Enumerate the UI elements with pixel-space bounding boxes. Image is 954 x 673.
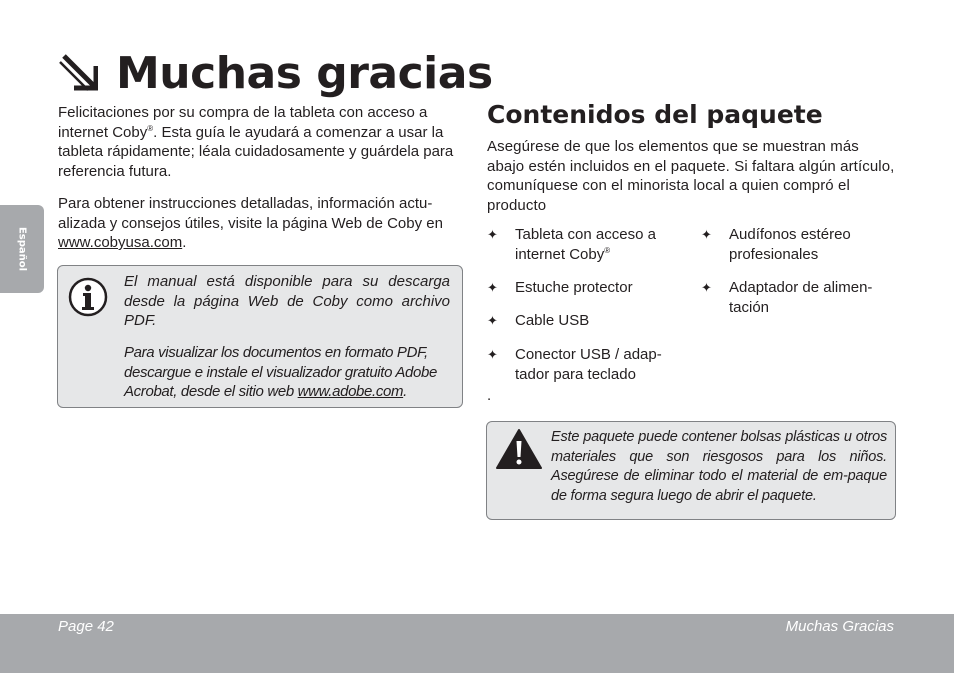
adobe-website-link[interactable]: www.adobe.com — [297, 383, 404, 400]
trailing-dot: . — [487, 387, 492, 404]
bullet-icon: ✦ — [487, 313, 498, 328]
info-note-box — [57, 265, 463, 408]
bullet-icon: ✦ — [487, 280, 498, 295]
list-item-text: Audífonos estéreo profesionales — [729, 226, 851, 263]
footer-section-title: Muchas Gracias — [785, 618, 894, 635]
warning-note-text: Este paquete puede contener bolsas plásticas u otros materiales que son riesgosos para los niños. Asegúrese de eliminar todo el material de em-paque de forma segura luego de abrir el paquete. — [551, 429, 887, 504]
bullet-icon: ✦ — [487, 347, 498, 362]
package-intro-paragraph: Asegúrese de que los elementos que se muestran más abajo estén incluidos en el paquete. Si faltara algún artículo, comuníquese con el minorista local a quien compró el producto — [487, 138, 895, 214]
language-side-tab — [0, 205, 44, 293]
list-item-text: Cable USB — [515, 312, 590, 329]
info-note-text-1: El manual está disponible para su descarga desde la página Web de Coby como archivo PDF. — [124, 273, 450, 329]
intro-text-a: Felicitaciones por su compra de la tableta con acceso a internet Coby — [58, 104, 428, 141]
side-tab-label: Español — [16, 226, 28, 272]
bullet-icon: ✦ — [487, 227, 498, 242]
instructions-end: . — [182, 234, 187, 251]
info-icon — [68, 277, 108, 317]
intro-text-b: . Esta guía le ayudará a comenzar a usar la tableta rápidamente; léala cuidadosamente y guárdela para referencia futura. — [58, 123, 454, 180]
list-item-text: Adaptador de alimen- tación — [729, 279, 873, 316]
instructions-paragraph — [58, 194, 468, 253]
list-item-text: Conector USB / adap- tador para teclado — [515, 346, 662, 383]
instructions-text: Para obtener instrucciones detalladas, información actu-alizada y consejos útiles, visite la página Web de Coby en — [58, 195, 443, 232]
page-number: Page 42 — [58, 618, 114, 635]
list-item-text: Tableta con acceso a internet Coby® — [515, 226, 656, 263]
bullet-icon: ✦ — [701, 280, 712, 295]
info-note-text-2 — [124, 343, 450, 402]
page-title: Muchas gracias — [116, 48, 493, 99]
list-item-text: Estuche protector — [515, 279, 633, 296]
info-note-text-2-body: Para visualizar los documentos en formato PDF, descargue e instale el visualizador gratuito Adobe Acrobat, desde el sitio web — [124, 344, 437, 400]
intro-paragraph — [58, 103, 468, 181]
warning-icon — [495, 428, 543, 470]
package-contents-heading: Contenidos del paquete — [487, 100, 823, 129]
info-note-text-2-end: . — [403, 383, 407, 400]
arrow-down-right-icon — [58, 54, 98, 94]
warning-note-box — [486, 421, 896, 520]
registered-mark: ® — [147, 123, 154, 133]
bullet-icon: ✦ — [701, 227, 712, 242]
page-header — [58, 44, 493, 104]
coby-website-link[interactable]: www.cobyusa.com — [58, 234, 183, 251]
page-footer — [0, 614, 954, 673]
